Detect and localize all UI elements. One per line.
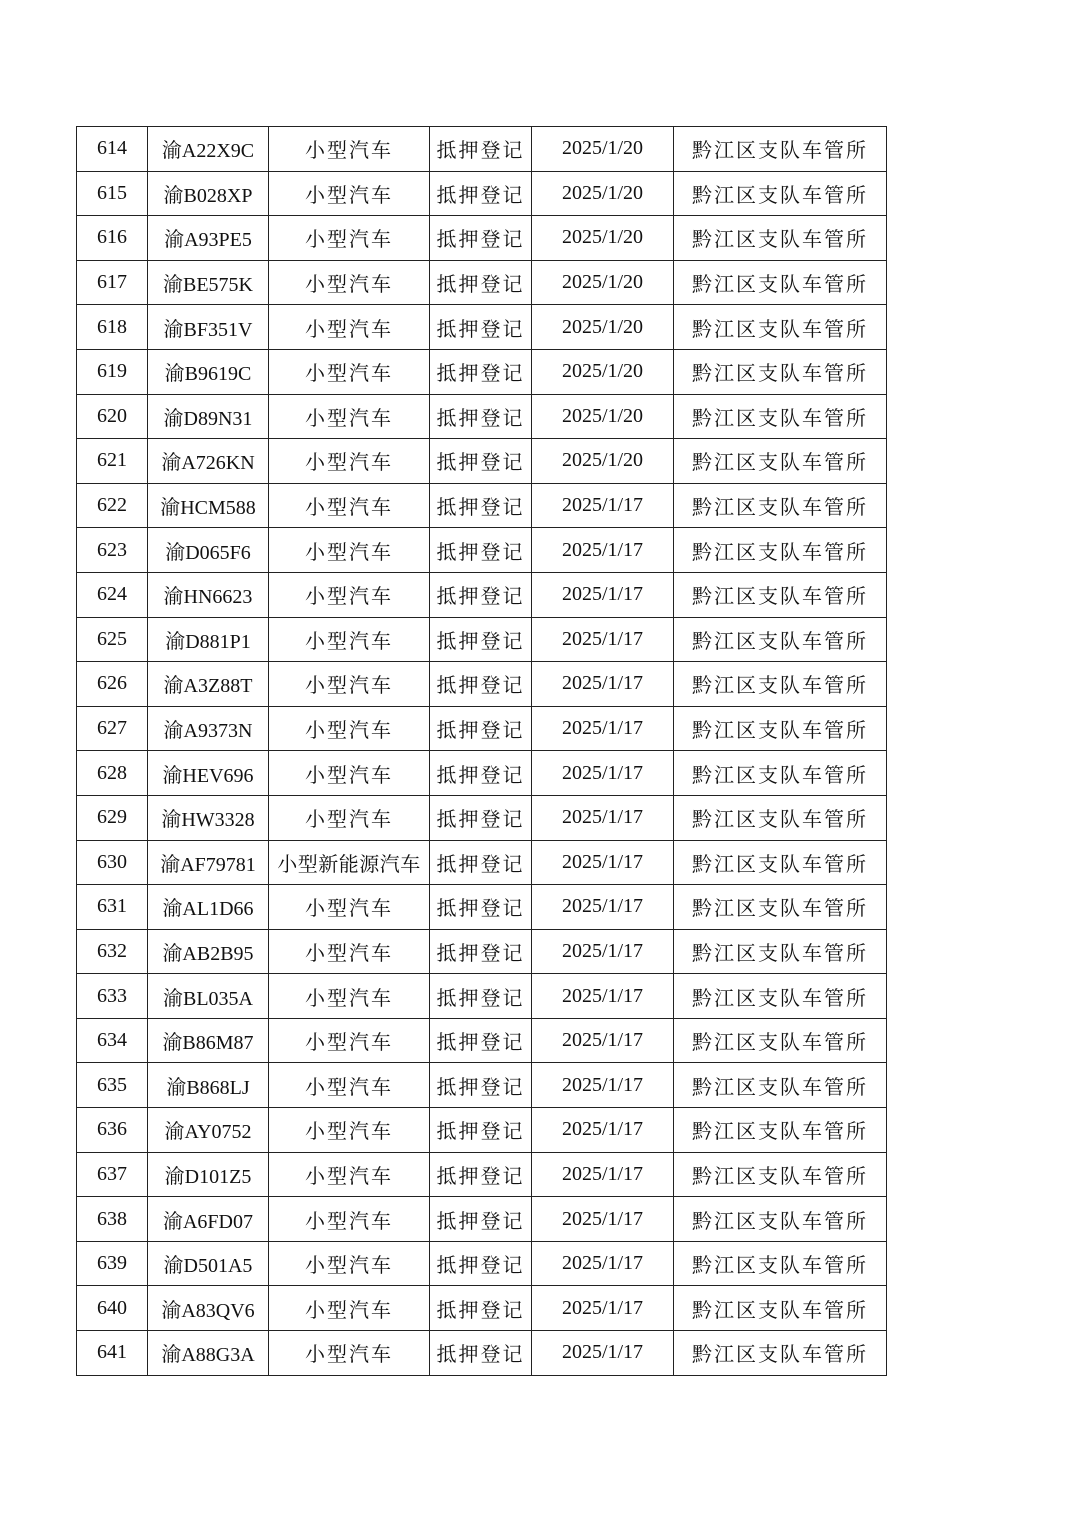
serial-number-cell: 616 [77,216,148,261]
date-cell: 2025/1/20 [532,216,674,261]
vehicle-type-cell: 小型汽车 [269,1331,430,1376]
date-cell: 2025/1/20 [532,171,674,216]
office-cell: 黔江区支队车管所 [674,260,887,305]
vehicle-type-cell: 小型新能源汽车 [269,840,430,885]
date-cell: 2025/1/17 [532,795,674,840]
plate-number-cell: 渝D101Z5 [148,1152,269,1197]
serial-number-cell: 640 [77,1286,148,1331]
business-type-cell: 抵押登记 [430,171,532,216]
plate-number-cell: 渝AY0752 [148,1108,269,1153]
serial-number-cell: 635 [77,1063,148,1108]
plate-number-cell: 渝AF79781 [148,840,269,885]
business-type-cell: 抵押登记 [430,216,532,261]
office-cell: 黔江区支队车管所 [674,929,887,974]
vehicle-type-cell: 小型汽车 [269,1197,430,1242]
date-cell: 2025/1/17 [532,885,674,930]
table-row [77,1063,887,1108]
business-type-cell: 抵押登记 [430,929,532,974]
plate-number-cell: 渝B86M87 [148,1018,269,1063]
table-row [77,260,887,305]
vehicle-type-cell: 小型汽车 [269,483,430,528]
serial-number-cell: 632 [77,929,148,974]
plate-number-cell: 渝A83QV6 [148,1286,269,1331]
serial-number-cell: 627 [77,706,148,751]
plate-number-cell: 渝A88G3A [148,1331,269,1376]
vehicle-type-cell: 小型汽车 [269,974,430,1019]
office-cell: 黔江区支队车管所 [674,840,887,885]
office-cell: 黔江区支队车管所 [674,1108,887,1153]
date-cell: 2025/1/17 [532,929,674,974]
office-cell: 黔江区支队车管所 [674,974,887,1019]
vehicle-type-cell: 小型汽车 [269,1108,430,1153]
table-row [77,1331,887,1376]
table-row [77,662,887,707]
date-cell: 2025/1/20 [532,305,674,350]
date-cell: 2025/1/20 [532,394,674,439]
office-cell: 黔江区支队车管所 [674,1197,887,1242]
table-row [77,617,887,662]
vehicle-type-cell: 小型汽车 [269,795,430,840]
table-row [77,840,887,885]
serial-number-cell: 629 [77,795,148,840]
plate-number-cell: 渝AB2B95 [148,929,269,974]
serial-number-cell: 633 [77,974,148,1019]
table-row [77,349,887,394]
vehicle-type-cell: 小型汽车 [269,1152,430,1197]
serial-number-cell: 641 [77,1331,148,1376]
date-cell: 2025/1/17 [532,662,674,707]
business-type-cell: 抵押登记 [430,706,532,751]
business-type-cell: 抵押登记 [430,305,532,350]
serial-number-cell: 623 [77,528,148,573]
business-type-cell: 抵押登记 [430,974,532,1019]
vehicle-type-cell: 小型汽车 [269,439,430,484]
vehicle-type-cell: 小型汽车 [269,885,430,930]
serial-number-cell: 618 [77,305,148,350]
office-cell: 黔江区支队车管所 [674,1152,887,1197]
date-cell: 2025/1/17 [532,1108,674,1153]
vehicle-type-cell: 小型汽车 [269,528,430,573]
office-cell: 黔江区支队车管所 [674,394,887,439]
serial-number-cell: 615 [77,171,148,216]
table-row [77,929,887,974]
vehicle-type-cell: 小型汽车 [269,171,430,216]
office-cell: 黔江区支队车管所 [674,171,887,216]
plate-number-cell: 渝HW3328 [148,795,269,840]
plate-number-cell: 渝D89N31 [148,394,269,439]
plate-number-cell: 渝BL035A [148,974,269,1019]
business-type-cell: 抵押登记 [430,394,532,439]
serial-number-cell: 622 [77,483,148,528]
date-cell: 2025/1/17 [532,840,674,885]
office-cell: 黔江区支队车管所 [674,528,887,573]
office-cell: 黔江区支队车管所 [674,1241,887,1286]
office-cell: 黔江区支队车管所 [674,706,887,751]
office-cell: 黔江区支队车管所 [674,617,887,662]
plate-number-cell: 渝HN6623 [148,572,269,617]
serial-number-cell: 630 [77,840,148,885]
office-cell: 黔江区支队车管所 [674,662,887,707]
business-type-cell: 抵押登记 [430,349,532,394]
date-cell: 2025/1/20 [532,349,674,394]
office-cell: 黔江区支队车管所 [674,439,887,484]
table-row [77,439,887,484]
serial-number-cell: 628 [77,751,148,796]
plate-number-cell: 渝A3Z88T [148,662,269,707]
office-cell: 黔江区支队车管所 [674,751,887,796]
table-row [77,1197,887,1242]
plate-number-cell: 渝D501A5 [148,1241,269,1286]
table-row [77,394,887,439]
table-row [77,216,887,261]
plate-number-cell: 渝A93PE5 [148,216,269,261]
serial-number-cell: 631 [77,885,148,930]
table-row [77,885,887,930]
business-type-cell: 抵押登记 [430,1018,532,1063]
table-row [77,305,887,350]
table-row [77,706,887,751]
table-row [77,1152,887,1197]
date-cell: 2025/1/17 [532,751,674,796]
plate-number-cell: 渝HEV696 [148,751,269,796]
office-cell: 黔江区支队车管所 [674,127,887,172]
date-cell: 2025/1/17 [532,572,674,617]
serial-number-cell: 625 [77,617,148,662]
vehicle-type-cell: 小型汽车 [269,305,430,350]
vehicle-type-cell: 小型汽车 [269,1241,430,1286]
business-type-cell: 抵押登记 [430,1108,532,1153]
table-row [77,751,887,796]
office-cell: 黔江区支队车管所 [674,483,887,528]
date-cell: 2025/1/17 [532,1331,674,1376]
table-row [77,483,887,528]
plate-number-cell: 渝A726KN [148,439,269,484]
office-cell: 黔江区支队车管所 [674,349,887,394]
date-cell: 2025/1/17 [532,1152,674,1197]
serial-number-cell: 620 [77,394,148,439]
registration-table-body [77,127,887,1376]
business-type-cell: 抵押登记 [430,439,532,484]
business-type-cell: 抵押登记 [430,795,532,840]
date-cell: 2025/1/17 [532,1063,674,1108]
table-row [77,1286,887,1331]
table-row [77,974,887,1019]
serial-number-cell: 636 [77,1108,148,1153]
business-type-cell: 抵押登记 [430,260,532,305]
office-cell: 黔江区支队车管所 [674,1331,887,1376]
office-cell: 黔江区支队车管所 [674,1018,887,1063]
vehicle-type-cell: 小型汽车 [269,1063,430,1108]
plate-number-cell: 渝HCM588 [148,483,269,528]
date-cell: 2025/1/20 [532,127,674,172]
vehicle-type-cell: 小型汽车 [269,349,430,394]
vehicle-type-cell: 小型汽车 [269,617,430,662]
serial-number-cell: 639 [77,1241,148,1286]
serial-number-cell: 626 [77,662,148,707]
table-row [77,1241,887,1286]
business-type-cell: 抵押登记 [430,1286,532,1331]
business-type-cell: 抵押登记 [430,751,532,796]
serial-number-cell: 637 [77,1152,148,1197]
table-row [77,171,887,216]
plate-number-cell: 渝B028XP [148,171,269,216]
date-cell: 2025/1/17 [532,706,674,751]
business-type-cell: 抵押登记 [430,885,532,930]
plate-number-cell: 渝A22X9C [148,127,269,172]
vehicle-type-cell: 小型汽车 [269,394,430,439]
business-type-cell: 抵押登记 [430,1331,532,1376]
business-type-cell: 抵押登记 [430,1152,532,1197]
table-row [77,572,887,617]
date-cell: 2025/1/20 [532,439,674,484]
table-row [77,528,887,573]
business-type-cell: 抵押登记 [430,1063,532,1108]
table-row [77,1108,887,1153]
date-cell: 2025/1/20 [532,260,674,305]
office-cell: 黔江区支队车管所 [674,795,887,840]
table-row [77,795,887,840]
business-type-cell: 抵押登记 [430,1197,532,1242]
vehicle-type-cell: 小型汽车 [269,751,430,796]
registration-table [76,126,887,1376]
office-cell: 黔江区支队车管所 [674,305,887,350]
table-row [77,1018,887,1063]
table-row [77,127,887,172]
vehicle-type-cell: 小型汽车 [269,706,430,751]
date-cell: 2025/1/17 [532,483,674,528]
serial-number-cell: 624 [77,572,148,617]
date-cell: 2025/1/17 [532,1018,674,1063]
serial-number-cell: 614 [77,127,148,172]
vehicle-type-cell: 小型汽车 [269,929,430,974]
business-type-cell: 抵押登记 [430,840,532,885]
date-cell: 2025/1/17 [532,528,674,573]
serial-number-cell: 638 [77,1197,148,1242]
office-cell: 黔江区支队车管所 [674,1063,887,1108]
date-cell: 2025/1/17 [532,1286,674,1331]
date-cell: 2025/1/17 [532,1197,674,1242]
date-cell: 2025/1/17 [532,1241,674,1286]
date-cell: 2025/1/17 [532,974,674,1019]
business-type-cell: 抵押登记 [430,662,532,707]
date-cell: 2025/1/17 [532,617,674,662]
business-type-cell: 抵押登记 [430,127,532,172]
plate-number-cell: 渝D881P1 [148,617,269,662]
vehicle-type-cell: 小型汽车 [269,127,430,172]
plate-number-cell: 渝A9373N [148,706,269,751]
office-cell: 黔江区支队车管所 [674,216,887,261]
vehicle-type-cell: 小型汽车 [269,1286,430,1331]
plate-number-cell: 渝BF351V [148,305,269,350]
plate-number-cell: 渝A6FD07 [148,1197,269,1242]
plate-number-cell: 渝B868LJ [148,1063,269,1108]
serial-number-cell: 617 [77,260,148,305]
vehicle-type-cell: 小型汽车 [269,1018,430,1063]
plate-number-cell: 渝D065F6 [148,528,269,573]
business-type-cell: 抵押登记 [430,528,532,573]
business-type-cell: 抵押登记 [430,572,532,617]
business-type-cell: 抵押登记 [430,617,532,662]
office-cell: 黔江区支队车管所 [674,1286,887,1331]
plate-number-cell: 渝B9619C [148,349,269,394]
business-type-cell: 抵押登记 [430,1241,532,1286]
vehicle-type-cell: 小型汽车 [269,216,430,261]
vehicle-type-cell: 小型汽车 [269,662,430,707]
vehicle-type-cell: 小型汽车 [269,572,430,617]
serial-number-cell: 634 [77,1018,148,1063]
plate-number-cell: 渝BE575K [148,260,269,305]
office-cell: 黔江区支队车管所 [674,885,887,930]
serial-number-cell: 619 [77,349,148,394]
vehicle-type-cell: 小型汽车 [269,260,430,305]
office-cell: 黔江区支队车管所 [674,572,887,617]
plate-number-cell: 渝AL1D66 [148,885,269,930]
business-type-cell: 抵押登记 [430,483,532,528]
serial-number-cell: 621 [77,439,148,484]
